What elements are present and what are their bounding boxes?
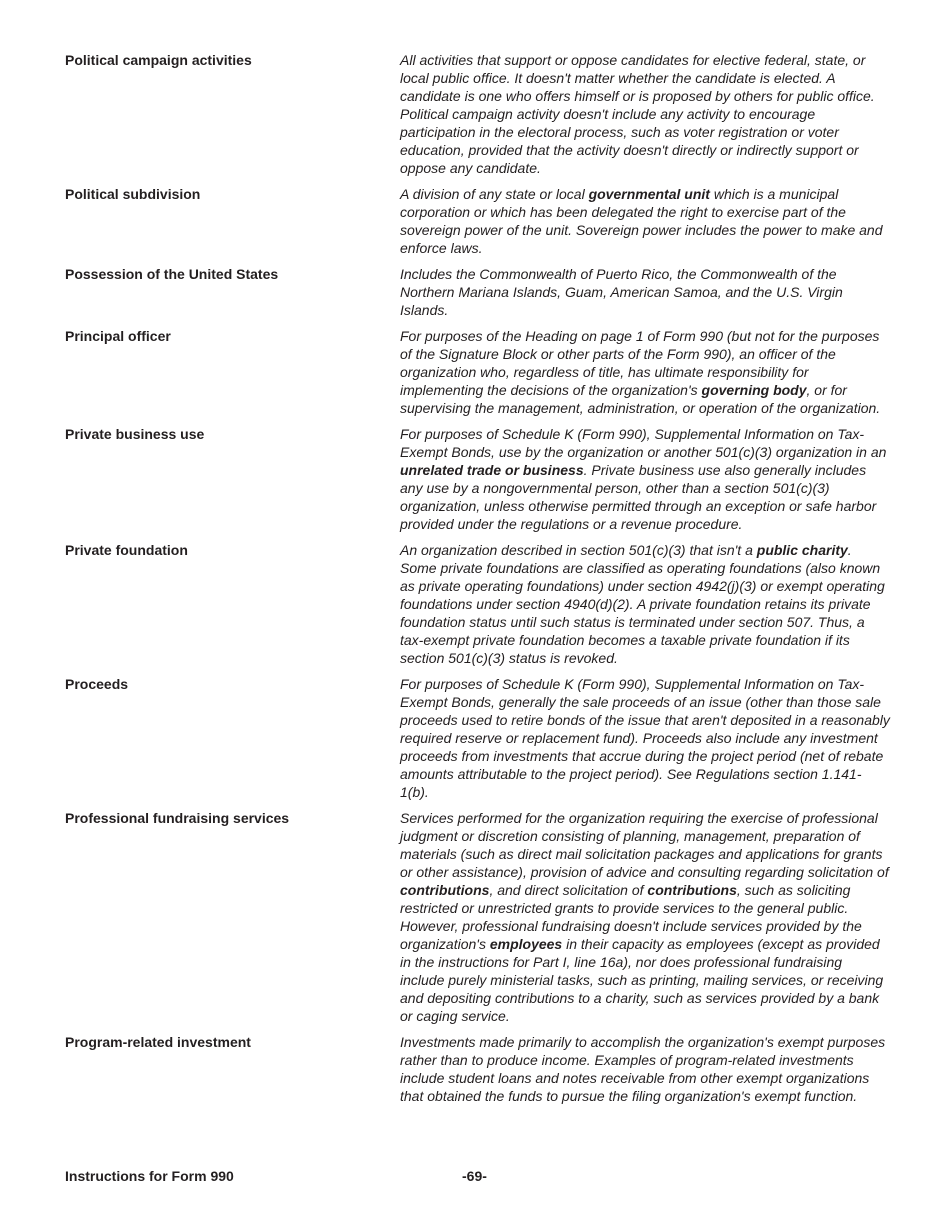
definition-text: For purposes of the Heading on page 1 of Form 990 (but not for the purposes of the Signature Block or other parts of the Form 990), an officer of the organization who, regardless of title, has ultimate responsibility for implementing the decisions of the organization's [400,328,880,398]
glossary-entry-political-subdivision [65,184,890,257]
definition-text: Includes the Commonwealth of Puerto Rico, the Commonwealth of the Northern Mariana Islands, Guam, American Samoa, and the U.S. Virgin Islands. [400,266,843,318]
glossary-definition [400,184,890,257]
glossary-entry-private-business-use [65,424,890,533]
glossary-entry-professional-fundraising-services [65,808,890,1025]
glossary-term: Private business use [65,426,205,442]
glossary-term: Political subdivision [65,186,201,202]
glossary-entry-private-foundation [65,540,890,667]
glossary-term: Professional fundraising services [65,810,290,826]
definition-text: An organization described in section 501(c)(3) that isn't a [400,542,757,558]
glossary-term: Proceeds [65,676,129,692]
definition-text: which is a municipal corporation or which has been delegated the right to exercise part of the sovereign power of the unit. Sovereign power includes the power to make and enforce laws. [400,186,883,256]
glossary-definition [400,264,890,319]
definition-text: , or for supervising the management, administration, or operation of the organization. [400,382,881,416]
glossary-definition [400,540,890,667]
page-footer [65,1167,890,1187]
glossary-list [65,50,890,1112]
glossary-definition [400,50,890,177]
definition-text: For purposes of Schedule K (Form 990), Supplemental Information on Tax-Exempt Bonds, generally the sale proceeds of an issue (other than those sale proceeds used to retire bonds of the issue that aren't deposited in a reasonably required reserve or replacement fund). Proceeds also include any investment proceeds from investments that accrue during the project period (net of rebate amounts attributable to the project period). See Regulations section 1.141-1(b). [400,676,890,800]
page-number: -69- [462,1168,487,1184]
glossary-definition [400,326,890,417]
glossary-definition [400,808,890,1025]
document-title: Instructions for Form 990 [65,1168,234,1184]
definition-text: . Private business use also generally includes any use by a nongovernmental person, other than a section 501(c)(3) organization, unless otherwise permitted through an exception or safe harbor provided under the regulations or a revenue procedure. [400,462,877,532]
definition-text: . Some private foundations are classified as operating foundations (also known as private operating foundations) under section 4942(j)(3) or exempt operating foundations under section 4940(d)(2). A private foundation retains its private foundation status until such status is terminated under section 507. Thus, a tax-exempt private foundation becomes a taxable private foundation if its section 501(c)(3) status is revoked. [400,542,885,666]
glossary-definition [400,674,890,801]
defined-term-reference: employees [489,936,563,952]
definition-text: in their capacity as employees (except as provided in the instructions for Part I, line 16a), nor does professional fundraising include purely ministerial tasks, such as printing, mailing services, or receiving and depositing contributions to a charity, such as services provided by a bank or caging service. [400,936,884,1024]
glossary-entry-possession-of-the-united-states [65,264,890,319]
glossary-entry-proceeds [65,674,890,801]
defined-term-reference: unrelated trade or business [400,462,584,478]
definition-text: A division of any state or local [400,186,589,202]
glossary-term: Program-related investment [65,1034,251,1050]
definition-text: All activities that support or oppose candidates for elective federal, state, or local public office. It doesn't matter whether the candidate is elected. A candidate is one who offers himself or is proposed by others for public office. Political campaign activity doesn't include any activity to encourage participation in the electoral process, such as voter registration or voter education, provided that the activity doesn't directly or indirectly support or oppose any candidate. [400,52,875,176]
defined-term-reference: contributions [647,882,737,898]
glossary-definition [400,424,890,533]
defined-term-reference: contributions [400,882,490,898]
glossary-definition [400,1032,890,1105]
defined-term-reference: governing body [701,382,807,398]
glossary-term: Principal officer [65,328,171,344]
definition-text: Services performed for the organization requiring the exercise of professional judgment or discretion consisting of planning, management, preparation of materials (such as direct mail solicitation packages and applications for grants or other assistance), provision of advice and consulting regarding solicitation of [400,810,889,880]
definition-text: For purposes of Schedule K (Form 990), Supplemental Information on Tax-Exempt Bonds, use by the organization or another 501(c)(3) organization in an [400,426,887,460]
definition-text: Investments made primarily to accomplish the organization's exempt purposes rather than to produce income. Examples of program-related investments include student loans and notes receivable from other exempt organizations that obtained the funds to pursue the filing organization's exempt function. [400,1034,886,1104]
defined-term-reference: governmental unit [588,186,710,202]
glossary-term: Possession of the United States [65,266,279,282]
glossary-term: Political campaign activities [65,52,252,68]
glossary-term: Private foundation [65,542,188,558]
definition-text: , such as soliciting restricted or unrestricted grants to provide services to the general public. However, professional fundraising doesn't include services provided by the organization's [400,882,862,952]
glossary-entry-political-campaign-activities [65,50,890,177]
glossary-entry-principal-officer [65,326,890,417]
defined-term-reference: public charity [756,542,848,558]
definition-text: , and direct solicitation of [489,882,648,898]
glossary-entry-program-related-investment [65,1032,890,1105]
